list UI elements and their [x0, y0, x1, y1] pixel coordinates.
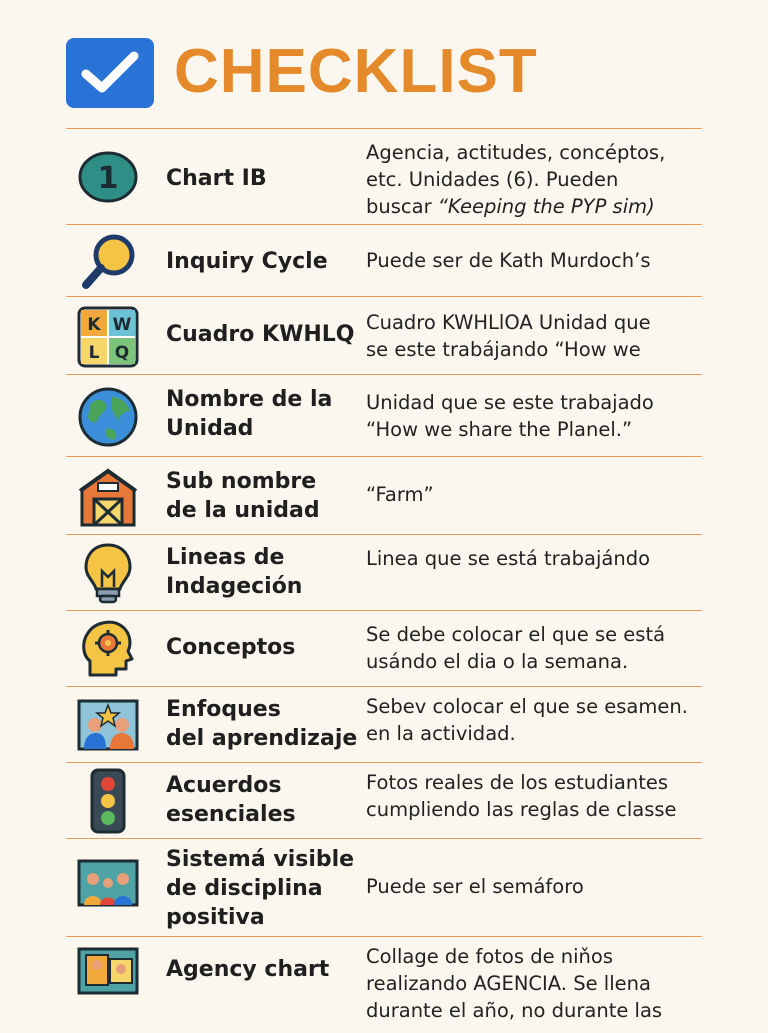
globe-icon: [76, 385, 140, 449]
row-description: “Farm”: [366, 483, 434, 506]
row-description: Cuadro KWHLlOA Unidad que se este trabájando “How we: [366, 311, 651, 361]
svg-text:L: L: [88, 343, 100, 363]
svg-text:K: K: [87, 315, 101, 335]
row-label: Cuadro KWHLQ: [166, 322, 355, 347]
row-description: Puede ser de Kath Murdoch’s: [366, 249, 651, 272]
traffic-light-icon: [76, 767, 140, 831]
lightbulb-icon: [76, 541, 140, 605]
list-item: [66, 610, 702, 687]
list-item: [66, 456, 702, 535]
list-item: [66, 686, 702, 763]
magnifying-glass-icon: [76, 231, 140, 295]
row-label: Nombre de la Unidad: [166, 387, 333, 441]
row-label: Chart IB: [166, 166, 267, 191]
row-description: Puede ser el semáforo: [366, 875, 584, 898]
row-label: Sistemá visible de disciplina positiva: [166, 847, 355, 930]
row-description: Sebev colocar el que se esamen. en la actividad.: [366, 695, 688, 745]
list-item: [66, 296, 702, 375]
header: [66, 36, 726, 108]
row-label: Conceptos: [166, 635, 296, 660]
list-item: [66, 374, 702, 457]
svg-text:W: W: [112, 315, 132, 335]
row-label: Enfoques del aprendizaje: [166, 697, 358, 751]
head-gear-icon: [76, 617, 140, 681]
row-label: Lineas de Indageción: [166, 545, 303, 599]
row-description: Collage de fotos de niňos realizando AGENCIA. Se llena durante el año, no durante las: [366, 945, 663, 1022]
photo-collage-icon: [76, 943, 140, 1007]
svg-text:1: 1: [97, 161, 119, 196]
family-photo-icon: [76, 853, 140, 917]
barn-icon: [76, 465, 140, 529]
number-one-badge-icon: [76, 145, 140, 209]
page-title: CHECKLIST: [174, 37, 538, 106]
row-label: Acuerdos esenciales: [166, 773, 296, 827]
list-item: [66, 128, 702, 225]
row-description: Agencia, actitudes, concéptos, etc. Unidades (6). Pueden buscar “Keeping the PYP sim): [366, 141, 666, 218]
svg-text:Q: Q: [114, 343, 130, 363]
kwlq-grid-icon: [76, 305, 140, 369]
row-description: Unidad que se este trabajado “How we share the Planel.”: [366, 391, 654, 441]
row-description: Linea que se está trabajándo: [366, 547, 650, 570]
row-label: Sub nombre de la unidad: [166, 469, 320, 523]
people-group-icon: [76, 693, 140, 757]
row-description: Se debe colocar el que se está usándo el dia o la semana.: [366, 623, 666, 673]
row-label: Agency chart: [166, 957, 330, 982]
list-item: [66, 936, 702, 1033]
checkmark-box-icon: [66, 38, 154, 108]
list-item: [66, 838, 702, 937]
row-label: Inquiry Cycle: [166, 249, 328, 274]
list-item: [66, 224, 702, 297]
list-item: [66, 762, 702, 839]
list-item: [66, 534, 702, 611]
row-description: Fotos reales de los estudiantes cumpliendo las reglas de classe: [366, 771, 677, 821]
